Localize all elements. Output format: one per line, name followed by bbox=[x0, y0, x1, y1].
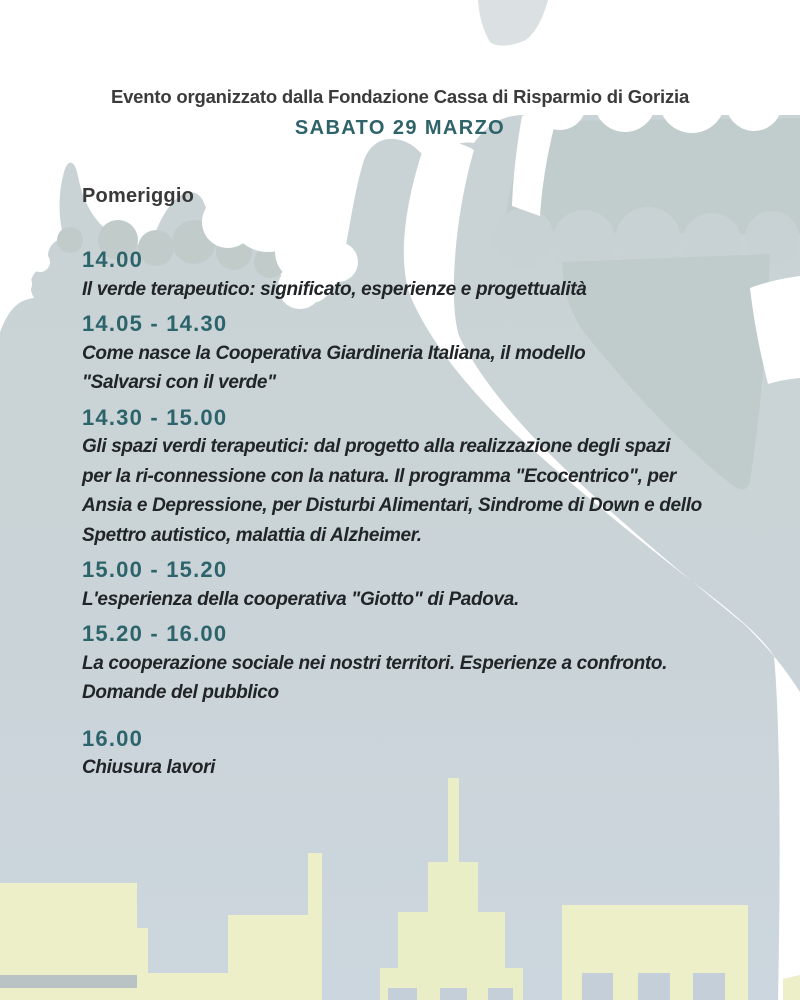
session-time: 15.00 - 15.20 bbox=[82, 557, 228, 582]
session-block bbox=[82, 309, 745, 398]
session-description-line: L'esperienza della cooperativa "Giotto" di Padova. bbox=[82, 588, 519, 610]
session-description-line: Il verde terapeutico: significato, esperienze e progettualità bbox=[82, 278, 587, 300]
session-description-line: La cooperazione sociale nei nostri territori. Esperienze a confronto. bbox=[82, 652, 668, 674]
session-block bbox=[82, 619, 745, 708]
session-time: 15.20 - 16.00 bbox=[82, 621, 228, 646]
session-description-line: per la ri-connessione con la natura. Il programma "Ecocentrico", per bbox=[82, 465, 676, 487]
session-description-line: "Salvarsi con il verde" bbox=[82, 372, 276, 393]
session-description-line: Spettro autistico, malattia di Alzheimer. bbox=[82, 524, 422, 546]
session-time: 14.05 - 14.30 bbox=[82, 311, 228, 336]
session-block bbox=[82, 555, 745, 614]
session-description-line: Gli spazi verdi terapeutici: dal progetto alla realizzazione degli spazi bbox=[82, 436, 671, 457]
session-block bbox=[82, 724, 745, 783]
schedule-list bbox=[82, 245, 745, 783]
session-description-line: Ansia e Depressione, per Disturbi Alimentari, Sindrome di Down e dello bbox=[82, 495, 702, 516]
session-block bbox=[82, 403, 745, 551]
session-time: 14.00 bbox=[82, 247, 144, 272]
session-time: 14.30 - 15.00 bbox=[82, 404, 228, 430]
section-title-pomeriggio: Pomeriggio bbox=[82, 185, 195, 207]
flyer-header bbox=[0, 84, 800, 141]
event-date-heading: SABATO 29 MARZO bbox=[294, 117, 506, 139]
session-block bbox=[82, 245, 745, 304]
session-description-line: Domande del pubblico bbox=[82, 682, 279, 703]
session-time: 16.00 bbox=[82, 725, 144, 751]
event-organizer-line: Evento organizzato dalla Fondazione Cassa di Risparmio di Gorizia bbox=[110, 86, 690, 107]
session-description-line: Chiusura lavori bbox=[82, 757, 216, 778]
session-description-line: Come nasce la Cooperativa Giardineria Italiana, il modello bbox=[82, 342, 586, 364]
